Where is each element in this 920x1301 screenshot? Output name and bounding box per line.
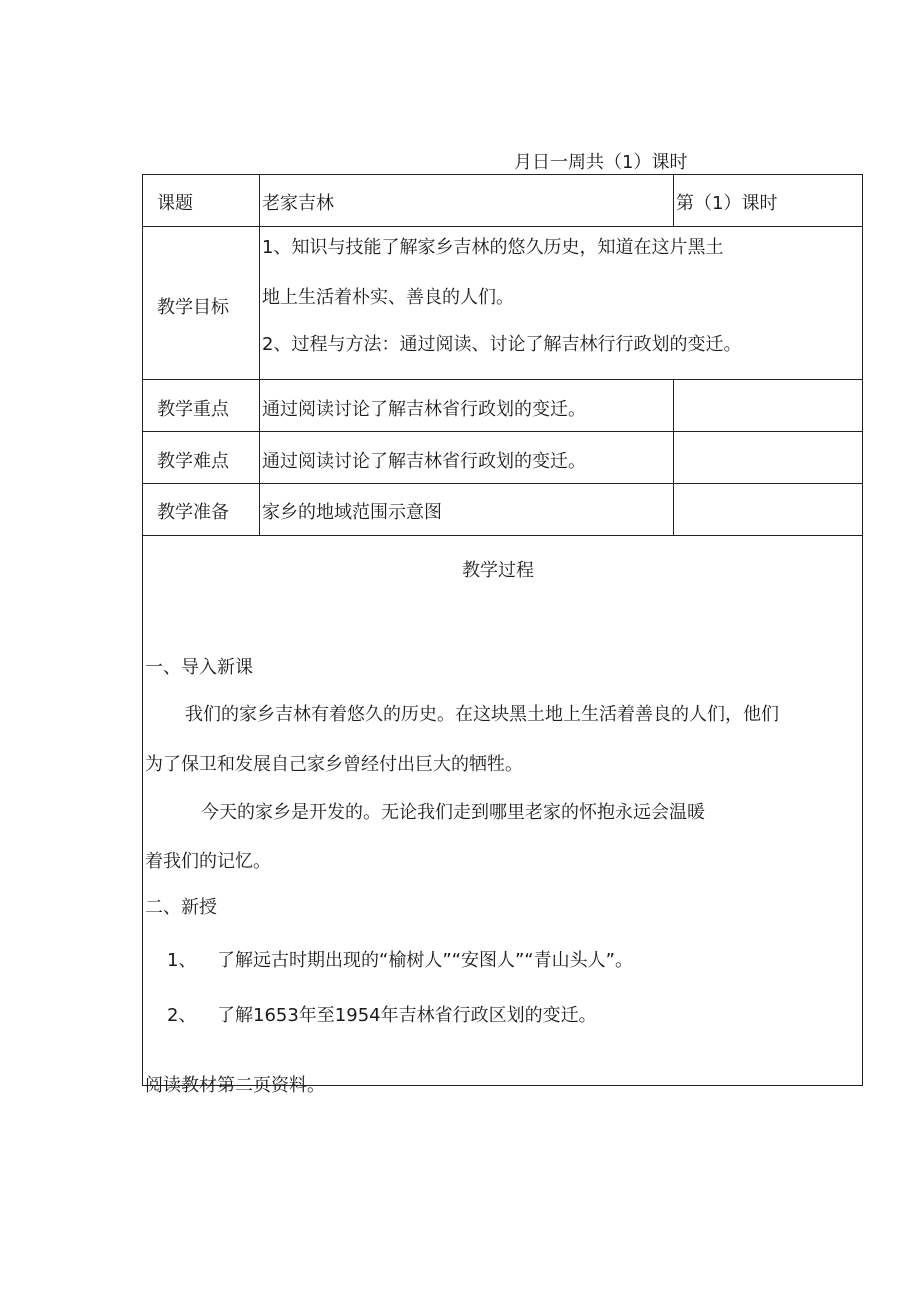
preparation-label: 教学准备 — [157, 502, 229, 523]
paragraph-line: 着我们的记忆。 — [145, 851, 271, 872]
goals-line-2: 地上生活着朴实、善良的人们。 — [262, 287, 514, 308]
paragraph-line: 我们的家乡吉林有着悠久的历史。在这块黑土地上生活着善良的人们，他们 — [185, 704, 779, 725]
course-title: 老家吉林 — [262, 193, 334, 214]
list-item-text: 了解1653年至1954年吉林省行政区划的变迁。 — [217, 1005, 597, 1026]
list-item-text: 了解远古时期出现的“榆树人”“安图人”“青山头人”。 — [217, 950, 633, 971]
lesson-plan-table — [142, 174, 863, 1096]
preparation-value: 家乡的地域范围示意图 — [262, 502, 442, 523]
lesson-header: 月日一周共（1）课时 — [514, 152, 688, 173]
process-title: 教学过程 — [462, 560, 534, 581]
difficult-point-value: 通过阅读讨论了解吉林省行政划的变迁。 — [262, 451, 586, 472]
section-heading-intro: 一、导入新课 — [145, 657, 253, 678]
goals-line-1: 1、知识与技能了解家乡吉林的悠久历史，知道在这片黑土 — [262, 237, 724, 258]
section-heading-new: 二、新授 — [145, 897, 217, 918]
course-label: 课题 — [157, 193, 193, 214]
key-point-label: 教学重点 — [157, 399, 229, 420]
list-item-number: 1、 — [167, 950, 197, 971]
paragraph-line: 今天的家乡是开发的。无论我们走到哪里老家的怀抱永远会温暖 — [201, 802, 705, 823]
list-item-number: 2、 — [167, 1005, 197, 1026]
course-period: 第（1）课时 — [676, 193, 778, 214]
difficult-point-label: 教学难点 — [157, 451, 229, 472]
teaching-process-section — [143, 175, 864, 1096]
cutoff-line: 阅读教材第二页资料。 — [145, 1075, 325, 1096]
goals-label: 教学目标 — [157, 297, 229, 318]
paragraph-line: 为了保卫和发展自己家乡曾经付出巨大的牺牲。 — [145, 754, 523, 775]
key-point-value: 通过阅读讨论了解吉林省行政划的变迁。 — [262, 399, 586, 420]
goals-line-3: 2、过程与方法：通过阅读、讨论了解吉林行行政划的变迁。 — [262, 334, 742, 355]
